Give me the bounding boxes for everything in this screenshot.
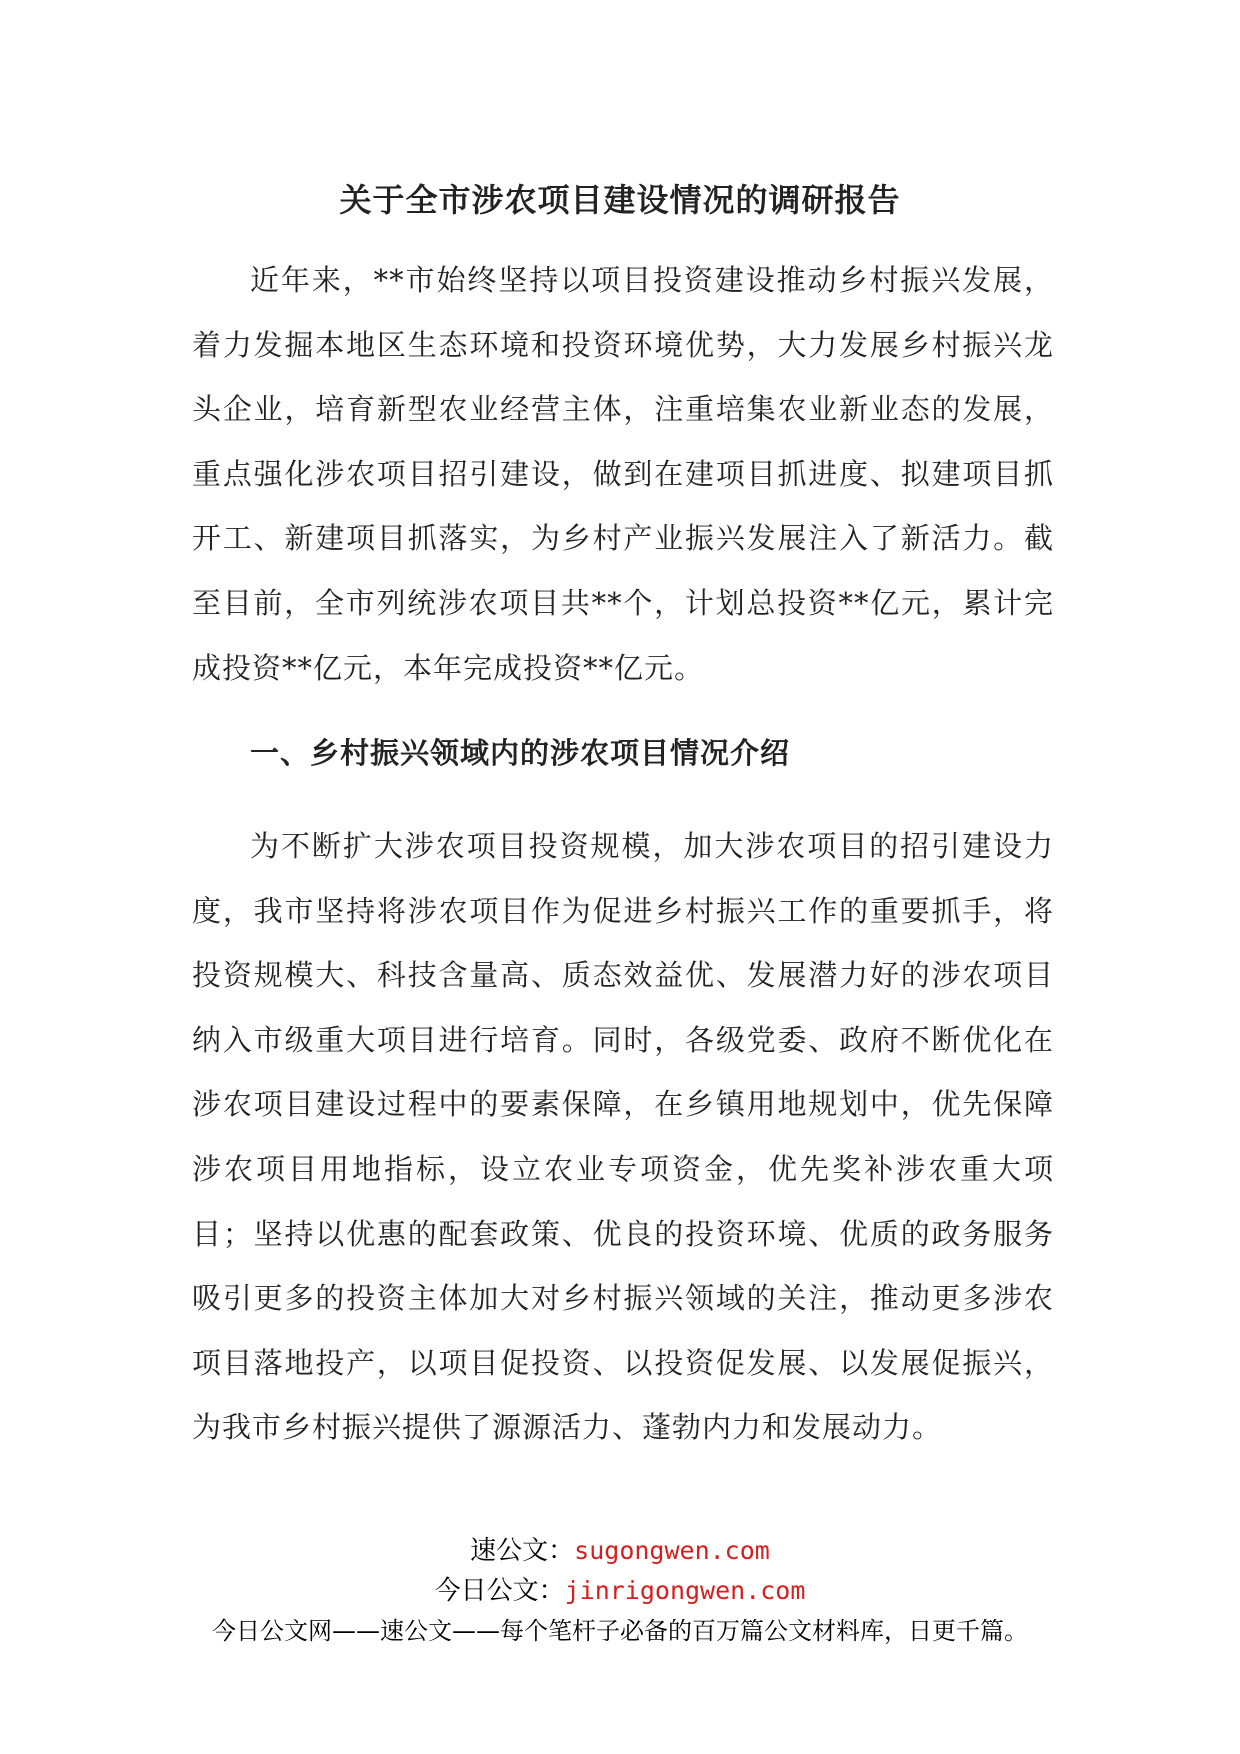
footer-link-jinrigongwen[interactable]: jinrigongwen.com [564,1576,806,1605]
footer-sugongwen [0,1534,1240,1568]
section-paragraph: 为不断扩大涉农项目投资规模，加大涉农项目的招引建设力度，我市坚持将涉农项目作为促进乡村振兴工作的重要抓手，将投资规模大、科技含量高、质态效益优、发展潜力好的涉农项目纳入市级重大项目进行培育。同时，各级党委、政府不断优化在涉农项目建设过程中的要素保障，在乡镇用地规划中，优先保障涉农项目用地指标，设立农业专项资金，优先奖补涉农重大项目；坚持以优惠的配套政策、优良的投资环境、优质的政务服务吸引更多的投资主体加大对乡村振兴领域的关注，推动更多涉农项目落地投产，以项目促投资、以投资促发展、以发展促振兴，为我市乡村振兴提供了源源活力、蓬勃内力和发展动力。 [192,829,1054,1445]
document-title: 关于全市涉农项目建设情况的调研报告 [339,181,901,219]
footer-link-sugongwen[interactable]: sugongwen.com [574,1536,770,1565]
section-heading: 一、乡村振兴领域内的涉农项目情况介绍 [250,736,791,770]
footer-jinrigongwen [0,1574,1240,1608]
intro-paragraph: 近年来，**市始终坚持以项目投资建设推动乡村振兴发展，着力发掘本地区生态环境和投资环境优势，大力发展乡村振兴龙头企业，培育新型农业经营主体，注重培集农业新业态的发展，重点强化涉农项目招引建设，做到在建项目抓进度、拟建项目抓开工、新建项目抓落实，为乡村产业振兴发展注入了新活力。截至目前，全市列统涉农项目共**个，计划总投资**亿元，累计完成投资**亿元，本年完成投资**亿元。 [192,263,1054,685]
footer-label-sugongwen: 速公文： [470,1536,575,1566]
footer-tagline: 今日公文网——速公文——每个笔杆子必备的百万篇公文材料库，日更千篇。 [212,1617,1028,1645]
footer-label-jinrigongwen: 今日公文： [434,1576,565,1606]
